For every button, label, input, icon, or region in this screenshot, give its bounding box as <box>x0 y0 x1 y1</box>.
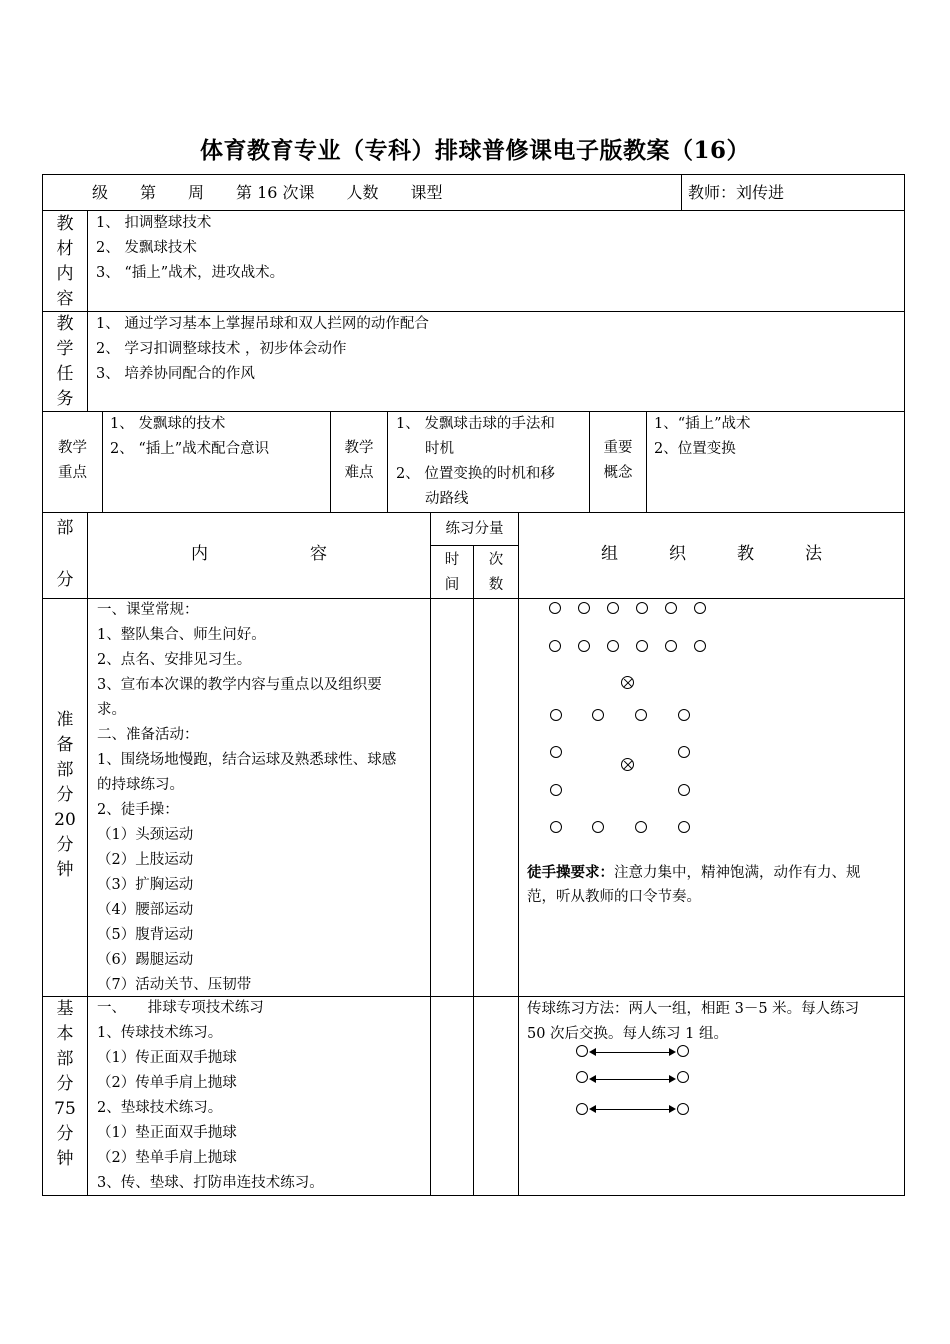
difficulty-item: 2、 位置变换的时机和移 <box>396 466 555 482</box>
student-marker <box>550 821 562 833</box>
student-marker <box>677 1103 689 1115</box>
textbook-item: 1、 扣调整球技术 <box>96 215 212 231</box>
list-item: （3）扩胸运动 <box>97 877 194 893</box>
basic-label: 基 本 部 分 75 分 钟 <box>54 999 76 1169</box>
list-item: 1、传球技术练习。 <box>97 1025 223 1041</box>
list-item: 一、课堂常规： <box>97 602 199 618</box>
list-item: 二、准备活动： <box>97 727 199 743</box>
table-border <box>681 174 682 210</box>
key-point-item: 1、 发飘球的技术 <box>110 416 226 432</box>
task-item: 3、 培养协同配合的作风 <box>96 366 255 382</box>
table-border <box>387 411 388 512</box>
page-title: 体育教育专业（专科）排球普修课电子版教案（16） <box>199 137 750 164</box>
list-item: （2）传单手肩上抛球 <box>97 1075 237 1091</box>
list-item: （2）上肢运动 <box>97 852 194 868</box>
teacher-marker-icon <box>621 676 634 689</box>
task-item: 1、 通过学习基本上掌握吊球和双人拦网的动作配合 <box>96 316 429 332</box>
list-item: （6）踢腿运动 <box>97 952 194 968</box>
list-item: 一、 排球专项技术练习 <box>97 1000 264 1016</box>
list-item: （1）头颈运动 <box>97 827 194 843</box>
passing-method: 传球练习方法：两人一组，相距 3－5 米。每人练习 <box>527 1001 860 1017</box>
student-marker <box>592 709 604 721</box>
basic-content <box>97 996 324 1196</box>
key-points-label: 教学 重点 <box>58 440 87 481</box>
lesson-info: 级 第 周 第 16 次课 人数 课型 <box>92 183 443 202</box>
student-marker <box>665 602 677 614</box>
list-item: 求。 <box>97 702 126 718</box>
student-marker <box>635 709 647 721</box>
double-arrow-icon <box>589 1105 676 1113</box>
table-border <box>430 545 518 546</box>
list-item: （1）垫正面双手抛球 <box>97 1125 237 1141</box>
difficulty-item: 1、 发飘球击球的手法和 <box>396 416 555 432</box>
list-item: （4）腰部运动 <box>97 902 194 918</box>
student-marker <box>678 784 690 796</box>
list-item: 1、整队集合、师生问好。 <box>97 627 266 643</box>
double-arrow-icon <box>589 1075 676 1083</box>
student-marker <box>678 821 690 833</box>
student-marker <box>694 640 706 652</box>
table-border <box>473 545 474 1196</box>
student-marker <box>678 709 690 721</box>
list-item: 3、传、垫球、打防串连技术练习。 <box>97 1175 324 1191</box>
list-item: 2、点名、安排见习生。 <box>97 652 252 668</box>
student-marker <box>607 602 619 614</box>
table-border <box>904 174 905 1196</box>
textbook-item: 2、 发飘球技术 <box>96 240 197 256</box>
student-marker <box>607 640 619 652</box>
concepts-label: 重要 概念 <box>603 440 633 481</box>
table-border <box>518 512 519 1196</box>
student-marker <box>592 821 604 833</box>
part-header-top: 部 <box>56 518 74 538</box>
table-border <box>646 411 647 512</box>
student-marker <box>636 602 648 614</box>
content-header: 内 容 <box>191 544 327 564</box>
list-item: 的持球练习。 <box>97 777 184 793</box>
table-border <box>102 411 103 512</box>
textbook-label: 教 材 内 容 <box>56 214 74 309</box>
practice-header: 练习分量 <box>445 521 504 537</box>
student-marker <box>576 1071 588 1083</box>
student-marker <box>550 709 562 721</box>
student-marker <box>576 1103 588 1115</box>
student-marker <box>665 640 677 652</box>
key-point-item: 2、 “插上”战术配合意识 <box>110 441 270 457</box>
double-arrow-icon <box>589 1048 676 1056</box>
student-marker <box>578 640 590 652</box>
task-item: 2、 学习扣调整球技术 ，初步体会动作 <box>96 341 347 357</box>
difficulty-item: 动路线 <box>425 491 469 507</box>
tasks-label: 教 学 任 务 <box>56 314 74 409</box>
teacher-marker-icon <box>621 758 634 771</box>
table-border <box>42 174 905 175</box>
textbook-item: 3、 “插上”战术，进攻战术。 <box>96 265 285 281</box>
student-marker <box>549 640 561 652</box>
student-marker <box>578 602 590 614</box>
list-item: 1、围绕场地慢跑，结合运球及熟悉球性、球感 <box>97 752 397 768</box>
count-header: 次 数 <box>488 552 504 593</box>
list-item: 2、垫球技术练习。 <box>97 1100 223 1116</box>
list-item: 3、宣布本次课的教学内容与重点以及组织要 <box>97 677 382 693</box>
student-marker <box>677 1071 689 1083</box>
student-marker <box>694 602 706 614</box>
concept-item: 2、位置变换 <box>654 441 736 457</box>
exercise-requirement: 徒手操要求：注意力集中，精神饱满，动作有力、规 <box>527 864 861 881</box>
student-marker <box>678 746 690 758</box>
student-marker <box>550 784 562 796</box>
student-marker <box>549 602 561 614</box>
method-header: 组 织 教 法 <box>601 544 822 564</box>
concept-item: 1、“插上”战术 <box>654 416 751 432</box>
teacher-name: 教师：刘传进 <box>688 183 785 202</box>
part-header-bottom: 分 <box>56 570 74 590</box>
exercise-requirement-cont: 范，听从教师的口令节奏。 <box>527 889 701 905</box>
difficulty-item: 时机 <box>425 441 454 457</box>
student-marker <box>550 746 562 758</box>
student-marker <box>636 640 648 652</box>
table-border <box>430 512 431 1196</box>
table-border <box>42 512 905 513</box>
passing-method-cont: 50 次后交换。每人练习 1 组。 <box>527 1026 729 1042</box>
list-item: 2、徒手操： <box>97 802 179 818</box>
list-item: （1）传正面双手抛球 <box>97 1050 237 1066</box>
list-item: （7）活动关节、压韧带 <box>97 977 252 993</box>
table-border <box>87 210 88 411</box>
difficulties-label: 教学 难点 <box>344 440 374 481</box>
prep-label: 准 备 部 分 20 分 钟 <box>54 710 76 880</box>
list-item: （2）垫单手肩上抛球 <box>97 1150 237 1166</box>
list-item: （5）腹背运动 <box>97 927 194 943</box>
student-marker <box>576 1045 588 1057</box>
time-header: 时 间 <box>444 552 460 593</box>
student-marker <box>677 1045 689 1057</box>
student-marker <box>635 821 647 833</box>
prep-content <box>97 598 396 998</box>
table-border <box>87 512 88 1196</box>
